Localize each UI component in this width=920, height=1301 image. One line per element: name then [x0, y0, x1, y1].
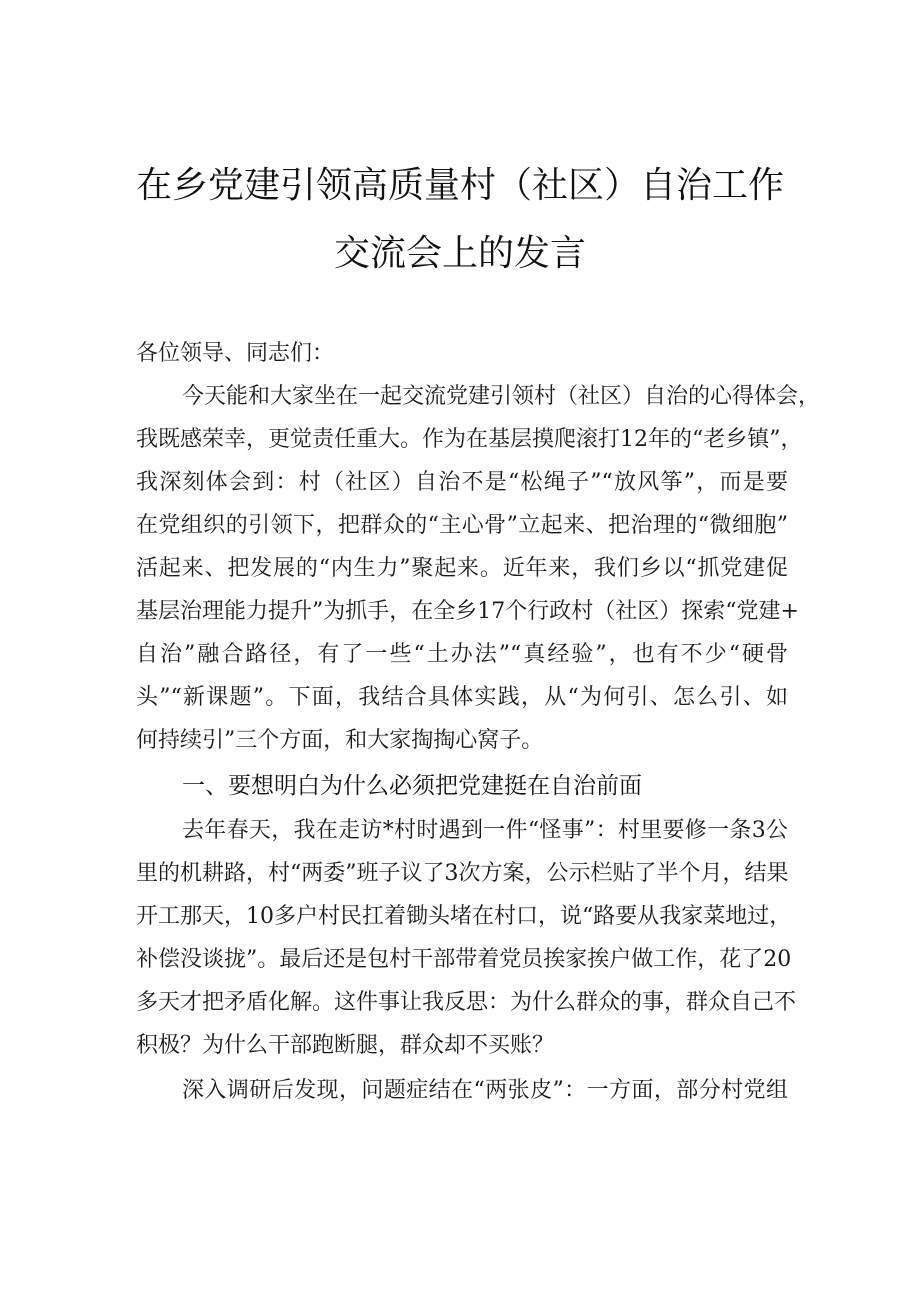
paragraph-line: 自治”融合路径，有了一些“土办法”“真经验”，也有不少“硬骨 [136, 642, 788, 667]
paragraph-line: 多天才把矛盾化解。这件事让我反思：为什么群众的事，群众自己不 [136, 990, 797, 1015]
paragraph-line: 里的机耕路，村“两委”班子议了3次方案，公示栏贴了半个月，结果 [136, 861, 789, 886]
paragraph-line: 深入调研后发现，问题症结在“两张皮”：一方面，部分村党组 [182, 1078, 788, 1103]
paragraph-line: 在党组织的引领下，把群众的“主心骨”立起来、把治理的“微细胞” [136, 513, 788, 538]
paragraph-line: 补偿没谈拢”。最后还是包村干部带着党员挨家挨户做工作，花了20 [136, 947, 792, 972]
paragraph-line: 头”“新课题”。下面，我结合具体实践，从“为何引、怎么引、如 [136, 685, 788, 710]
salutation: 各位领导、同志们： [136, 341, 335, 366]
paragraph-line: 开工那天，10多户村民扛着锄头堵在村口，说“路要从我家菜地过， [136, 904, 792, 929]
paragraph-line: 何持续引”三个方面，和大家掏掏心窝子。 [136, 728, 544, 753]
paragraph-line: 我深刻体会到：村（社区）自治不是“松绳子”“放风筝”，而是要 [136, 470, 788, 495]
paragraph-line: 积极？为什么干部跑断腿，群众却不买账？ [136, 1033, 555, 1058]
document-title-line-1: 在乡党建引领高质量村（社区）自治工作 [135, 165, 784, 206]
document-title-line-2: 交流会上的发言 [333, 233, 586, 274]
paragraph-line: 活起来、把发展的“内生力”聚起来。近年来，我们乡以“抓党建促 [136, 556, 788, 581]
section-heading: 一、要想明白为什么必须把党建挺在自治前面 [182, 773, 642, 799]
paragraph-line: 基层治理能力提升”为抓手，在全乡17个行政村（社区）探索“党建+ [136, 599, 799, 624]
paragraph-line: 去年春天，我在走访*村时遇到一件“怪事”：村里要修一条3公 [182, 818, 788, 843]
paragraph-line: 我既感荣幸，更觉责任重大。作为在基层摸爬滚打12年的“老乡镇”， [136, 427, 803, 452]
paragraph-line: 今天能和大家坐在一起交流党建引领村（社区）自治的心得体会， [182, 384, 821, 409]
